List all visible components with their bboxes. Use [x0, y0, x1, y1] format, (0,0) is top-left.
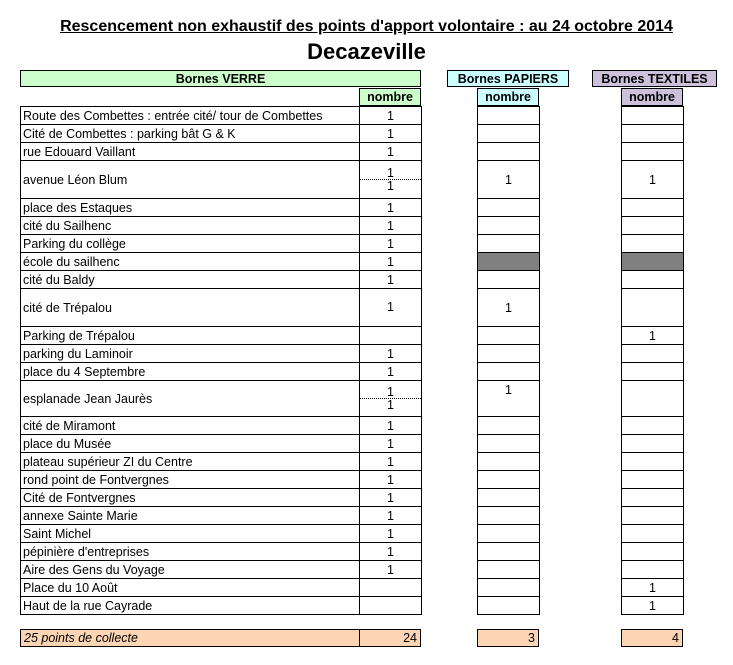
papiers-count: [478, 525, 540, 543]
row-label: place des Estaques: [21, 199, 360, 217]
row-label: Aire des Gens du Voyage: [21, 561, 360, 579]
row-label: place du Musée: [21, 435, 360, 453]
row-label: cité de Miramont: [21, 417, 360, 435]
header-papiers: Bornes PAPIERS: [447, 70, 569, 87]
row-label: cité du Baldy: [21, 271, 360, 289]
verre-table: [20, 106, 422, 615]
row-label: Parking de Trépalou: [21, 327, 360, 345]
verre-count: 1: [360, 386, 421, 400]
papiers-count: [478, 217, 540, 235]
papiers-count: [478, 435, 540, 453]
papiers-count: 1: [478, 381, 540, 417]
row-label: avenue Léon Blum: [21, 161, 360, 199]
row-label: pépinière d'entreprises: [21, 543, 360, 561]
subheader-textiles-nombre: nombre: [621, 88, 683, 106]
papiers-count: [478, 345, 540, 363]
totals-papiers: 3: [477, 629, 539, 647]
verre-count: 1: [360, 471, 422, 489]
papiers-count: [478, 125, 540, 143]
row-label: Cité de Combettes : parking bât G & K: [21, 125, 360, 143]
verre-count: [360, 597, 422, 615]
verre-count: 1: [360, 107, 422, 125]
textiles-count: 1: [622, 327, 684, 345]
papiers-count: [478, 143, 540, 161]
verre-count: [360, 327, 422, 345]
verre-count-split: [360, 381, 422, 417]
papiers-count: [478, 235, 540, 253]
verre-count-split: [360, 289, 422, 327]
verre-count: 1: [360, 167, 421, 181]
papiers-count: [478, 271, 540, 289]
row-label: Cité de Fontvergnes: [21, 489, 360, 507]
row-label: esplanade Jean Jaurès: [21, 381, 360, 417]
papiers-count: [478, 107, 540, 125]
textiles-count: [622, 489, 684, 507]
papiers-count: [478, 453, 540, 471]
verre-count: 1: [360, 417, 422, 435]
verre-count: 1: [360, 271, 422, 289]
verre-count: 1: [360, 453, 422, 471]
row-label: cité de Trépalou: [21, 289, 360, 327]
totals-row: [20, 629, 421, 647]
row-label: Route des Combettes : entrée cité/ tour de Combettes: [21, 107, 360, 125]
papiers-count: [478, 579, 540, 597]
verre-count: 1: [360, 143, 422, 161]
textiles-count: [622, 199, 684, 217]
verre-count: 1: [360, 507, 422, 525]
textiles-count: [622, 453, 684, 471]
textiles-table: [621, 106, 684, 615]
row-label: plateau supérieur ZI du Centre: [21, 453, 360, 471]
textiles-count-gray: [622, 253, 684, 271]
papiers-table: [477, 106, 540, 615]
textiles-count: [622, 543, 684, 561]
verre-count: 1: [387, 179, 394, 193]
textiles-count: [622, 107, 684, 125]
textiles-count: 1: [622, 579, 684, 597]
row-label: école du sailhenc: [21, 253, 360, 271]
papiers-count: 1: [478, 289, 540, 327]
textiles-count: [622, 561, 684, 579]
verre-count: 1: [360, 217, 422, 235]
textiles-count: 1: [622, 597, 684, 615]
verre-count: 1: [387, 300, 394, 315]
papiers-count: [478, 417, 540, 435]
textiles-count: [622, 507, 684, 525]
verre-count: 1: [360, 561, 422, 579]
subheader-verre-nombre: nombre: [359, 88, 421, 106]
textiles-count: [622, 417, 684, 435]
textiles-count: [622, 289, 684, 327]
row-label: parking du Laminoir: [21, 345, 360, 363]
papiers-count: [478, 471, 540, 489]
papiers-count: [478, 561, 540, 579]
papiers-count: [478, 543, 540, 561]
verre-count: 1: [360, 489, 422, 507]
verre-count: 1: [360, 125, 422, 143]
totals-verre: 24: [403, 631, 417, 645]
verre-count: [360, 579, 422, 597]
textiles-count: [622, 381, 684, 417]
verre-count: 1: [360, 199, 422, 217]
row-label: place du 4 Septembre: [21, 363, 360, 381]
row-label: Saint Michel: [21, 525, 360, 543]
textiles-count: [622, 217, 684, 235]
row-label: annexe Sainte Marie: [21, 507, 360, 525]
row-label: cité du Sailhenc: [21, 217, 360, 235]
papiers-count: [478, 489, 540, 507]
textiles-count: [622, 363, 684, 381]
papiers-count: [478, 507, 540, 525]
papiers-count-gray: [478, 253, 540, 271]
document-title: Rescencement non exhaustif des points d'apport volontaire : au 24 octobre 2014: [60, 18, 673, 35]
totals-label: 25 points de collecte: [21, 630, 360, 646]
papiers-count: [478, 199, 540, 217]
totals-textiles: 4: [621, 629, 683, 647]
verre-count: 1: [360, 363, 422, 381]
verre-count: 1: [360, 435, 422, 453]
verre-count: 1: [360, 525, 422, 543]
textiles-count: [622, 143, 684, 161]
papiers-count: [478, 363, 540, 381]
row-label: rond point de Fontvergnes: [21, 471, 360, 489]
textiles-count: [622, 271, 684, 289]
row-label: Haut de la rue Cayrade: [21, 597, 360, 615]
textiles-count: [622, 435, 684, 453]
header-textiles: Bornes TEXTILES: [592, 70, 717, 87]
textiles-count: [622, 471, 684, 489]
subheader-papiers-nombre: nombre: [477, 88, 539, 106]
papiers-count: [478, 597, 540, 615]
textiles-count: [622, 125, 684, 143]
textiles-count: [622, 345, 684, 363]
row-label: Parking du collège: [21, 235, 360, 253]
verre-count-split: [360, 161, 422, 199]
row-label: Place du 10 Août: [21, 579, 360, 597]
verre-count: 1: [360, 345, 422, 363]
textiles-count: [622, 235, 684, 253]
verre-count: 1: [360, 253, 422, 271]
row-label: rue Edouard Vaillant: [21, 143, 360, 161]
textiles-count: [622, 525, 684, 543]
papiers-count: 1: [478, 161, 540, 199]
papiers-count: [478, 327, 540, 345]
header-verre: Bornes VERRE: [20, 70, 421, 87]
city-title: Decazeville: [307, 39, 426, 64]
verre-count: 1: [360, 543, 422, 561]
verre-count: 1: [360, 235, 422, 253]
textiles-count: 1: [622, 161, 684, 199]
verre-count: 1: [387, 398, 394, 412]
